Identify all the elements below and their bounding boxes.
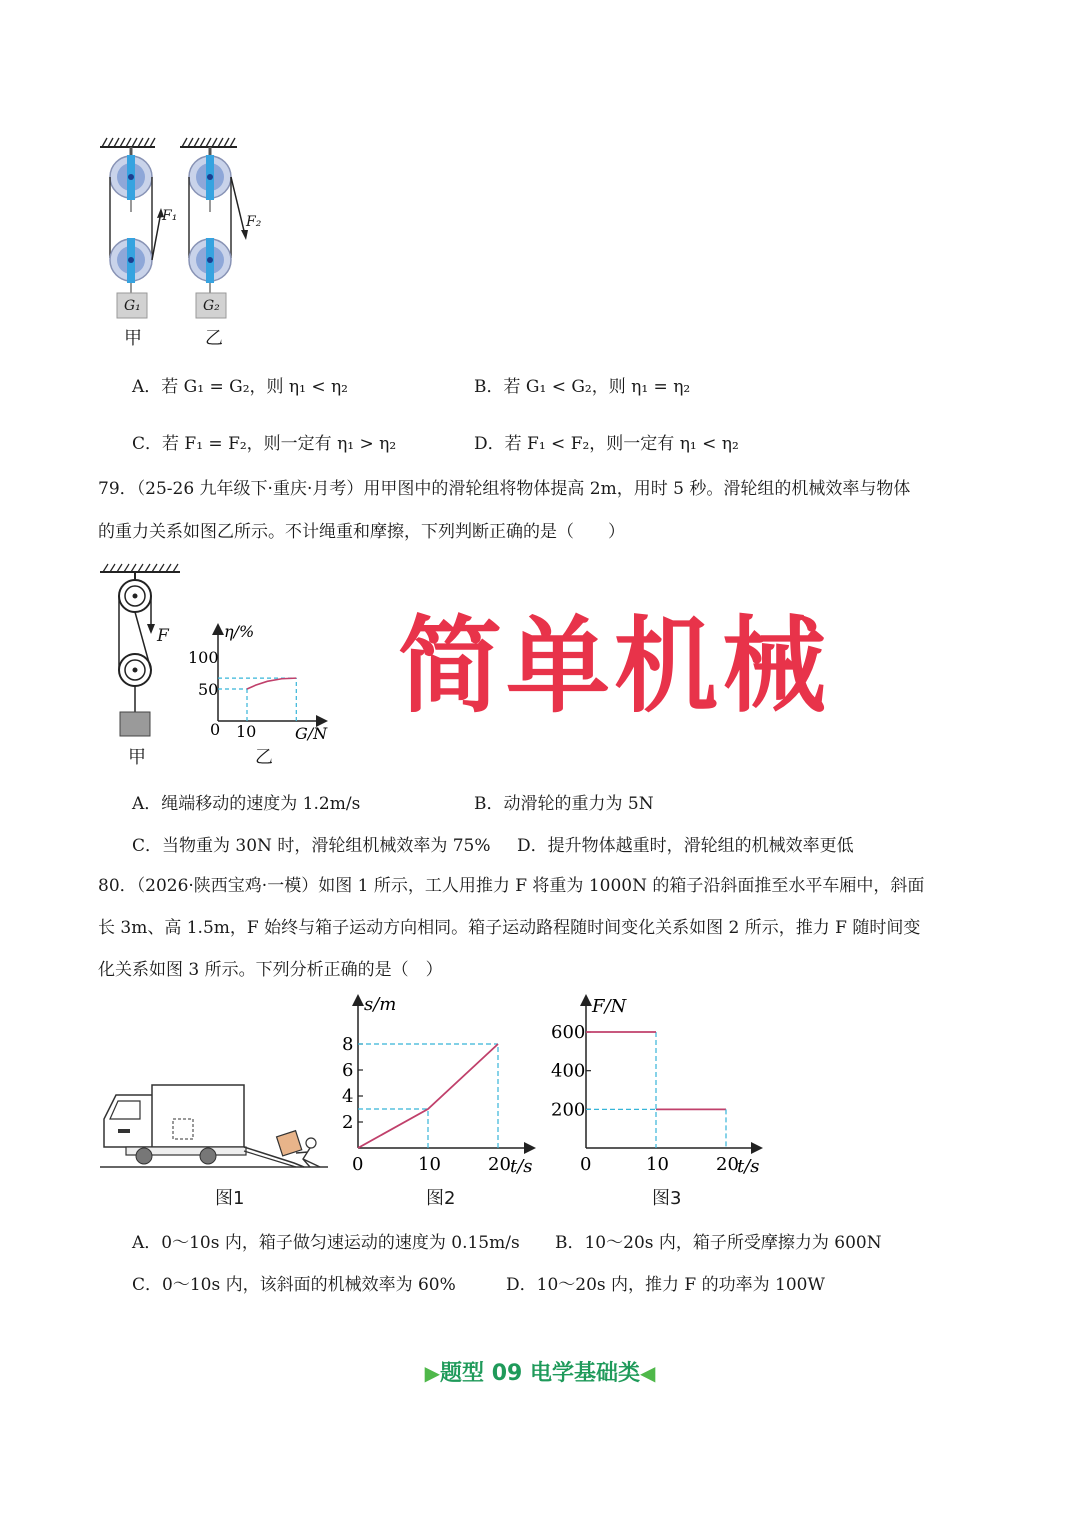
pulley-system-yi — [189, 147, 248, 318]
q80-fig2-xtick-label: 10 — [418, 1154, 441, 1175]
q80-fig-label-1: 图1 — [215, 1188, 245, 1209]
q80-stem-line-2: 长 3m、高 1.5m，F 始终与箱子运动方向相同。箱子运动路程随时间变化关系如图 2 所示，推力 F 随时间变 — [98, 918, 921, 938]
q80-option-b: B．10～20s 内，箱子所受摩擦力为 600N — [555, 1233, 882, 1253]
q78-weight-label-2: G₂ — [203, 298, 220, 314]
q78-option-d: D．若 F₁ < F₂，则一定有 η₁ < η₂ — [474, 434, 739, 454]
q78-fig-label-jia: 甲 — [124, 328, 142, 349]
ceiling-jia — [100, 138, 155, 147]
q79-y-tick-50: 50 — [198, 680, 219, 699]
q79-stem-line-1: 79．（25-26 九年级下·重庆·月考）用甲图中的滑轮组将物体提高 2m，用时 5 秒。滑轮组的机械效率与物体 — [98, 479, 911, 499]
q79-force-label: F — [157, 626, 169, 646]
q80-stem-line-1: 80．（2026·陕西宝鸡·一模）如图 1 所示，工人用推力 F 将重为 1000N 的箱子沿斜面推至水平车厢中，斜面 — [98, 876, 925, 896]
q80-fig2-x-label: t/s — [510, 1156, 533, 1177]
q80-fig3-ytick-label: 400 — [551, 1060, 586, 1082]
q79-efficiency-chart — [180, 615, 340, 750]
q80-option-a: A．0～10s 内，箱子做匀速运动的速度为 0.15m/s — [132, 1233, 520, 1253]
q80-fig3-ytick-label: 200 — [551, 1099, 586, 1121]
q80-fig2-ytick-label: 2 — [342, 1112, 354, 1133]
q78-option-a: A．若 G₁ = G₂，则 η₁ < η₂ — [132, 377, 348, 397]
q78-weight-label-1: G₁ — [124, 298, 141, 314]
q80-fig3-ytick-label: 600 — [551, 1022, 586, 1044]
q80-fig2-ytick-label: 6 — [342, 1060, 354, 1081]
q80-distance-chart — [330, 992, 540, 1182]
q80-fig2-ytick-label: 8 — [342, 1034, 354, 1055]
q80-option-d: D．10～20s 内，推力 F 的功率为 100W — [506, 1275, 825, 1295]
q78-option-c: C．若 F₁ = F₂，则一定有 η₁ > η₂ — [132, 434, 397, 454]
q79-fig-label-yi: 乙 — [255, 747, 273, 768]
q79-efficiency-curve — [247, 678, 296, 689]
q80-force-chart — [545, 992, 765, 1182]
q78-option-b: B．若 G₁ < G₂，则 η₁ = η₂ — [474, 377, 691, 397]
q79-fig-label-jia: 甲 — [128, 747, 146, 768]
triangle-right-icon: ▶ — [424, 1361, 441, 1385]
q79-option-c: C．当物重为 30N 时，滑轮组机械效率为 75% — [132, 836, 491, 856]
pulley-system-jia — [110, 147, 164, 318]
q79-stem-line-2: 的重力关系如图乙所示。不计绳重和摩擦，下列判断正确的是（ ） — [98, 522, 625, 542]
q80-truck-figure — [96, 1075, 336, 1175]
q80-option-c: C．0～10s 内，该斜面的机械效率为 60% — [132, 1275, 456, 1295]
q80-fig3-xtick-label: 0 — [580, 1154, 592, 1175]
q79-x-label: G/N — [295, 724, 328, 743]
section-title: 题型 09 电学基础类 — [440, 1361, 640, 1386]
q80-fig2-xtick-label: 20 — [488, 1154, 511, 1175]
q80-fig3-xtick-label: 20 — [716, 1154, 739, 1175]
q80-fig-label-2: 图2 — [426, 1188, 456, 1209]
q79-option-d: D．提升物体越重时，滑轮组的机械效率更低 — [517, 836, 854, 856]
q79-origin: 0 — [210, 720, 221, 739]
q80-fig2-xtick-label: 0 — [352, 1154, 364, 1175]
q78-pulley-figure — [95, 130, 275, 350]
q80-fig3-xtick-label: 10 — [646, 1154, 669, 1175]
q79-option-b: B．动滑轮的重力为 5N — [474, 794, 654, 814]
q80-fig3-y-label: F/N — [592, 996, 627, 1017]
watermark-title: 简单机械 — [398, 605, 831, 727]
q79-y-label: η/% — [224, 622, 255, 641]
q80-fig-label-3: 图3 — [652, 1188, 682, 1209]
q79-option-a: A．绳端移动的速度为 1.2m/s — [132, 794, 361, 814]
section-header — [0, 1356, 1080, 1387]
triangle-left-icon: ◀ — [639, 1361, 656, 1385]
q80-fig3-x-label: t/s — [737, 1156, 760, 1177]
ceiling-yi — [180, 138, 237, 147]
q80-fig2-y-label: s/m — [364, 994, 397, 1015]
q78-fig-label-yi: 乙 — [205, 328, 223, 349]
q79-x-tick-10: 10 — [236, 722, 257, 741]
q79-y-tick-100: 100 — [188, 648, 219, 667]
q78-force-label-2: F₂ — [246, 214, 262, 230]
q78-force-label-1: F₁ — [162, 208, 178, 224]
q80-fig2-ytick-label: 4 — [342, 1086, 354, 1107]
q80-fig2-line — [358, 1044, 498, 1148]
q80-stem-line-3: 化关系如图 3 所示。下列分析正确的是（ ） — [98, 960, 443, 980]
